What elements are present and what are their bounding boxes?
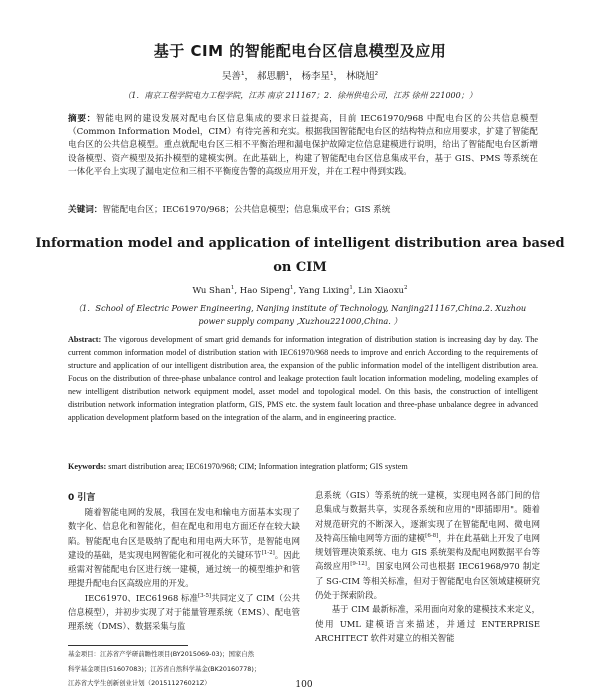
body-left-column: [68, 505, 300, 634]
en-affiliation-line1: （1．School of Electric Power Engineering, Nanjing institute of Technology, Nanjing211167,China.2. Xuzhou: [73, 303, 527, 313]
citation-ref: [1-2]: [261, 550, 275, 557]
cn-affiliation: （1．南京工程学院电力工程学院，江苏 南京 211167；2．徐州供电公司，江苏 徐州 221000；）: [123, 91, 477, 100]
body-text: IEC61970、IEC61968 标准: [84, 592, 198, 603]
body-text: 随着智能电网的发展，我国在发电和输电方面基本实现了数字化、信息化和智能化，但在配电和用电方面还存在较大缺陷。智能配电台区是吸纳了配电和用电两大环节，是智能电网建设的基础，是实现电网智能化和可视化的关键环节: [68, 507, 300, 560]
cn-author-affil-marker: 2: [374, 70, 379, 77]
cn-abstract-label: 摘要：: [68, 114, 96, 124]
en-author-list: Wu Shan$^1$, Hao Sipeng$^1$, Yang Lixing$^1$, Lin Xiaoxu$^2$: [192, 285, 408, 296]
cn-author: 郝思鹏: [256, 71, 286, 82]
body-right-column: [315, 488, 540, 645]
cn-abstract: [68, 113, 538, 179]
en-abstract: [68, 333, 538, 424]
cn-author-list: 吴善$^1$， 郝思鹏$^1$， 杨李星$^1$， 林晓旭$^2$: [221, 70, 379, 82]
en-author-affil-marker: 1: [290, 285, 294, 292]
body-text: ，并在此基础上开发了电网规划管理决策系统、电力 GIS 系统架构及配电网数据平台等高级应用: [315, 532, 541, 572]
citation-ref: [3-5]: [197, 592, 212, 599]
body-text: 。国家电网公司也根据 IEC61968/970 制定了 SG-CIM 等相关标准，但对于智能配电台区领域建模研究仍处于探索阶段。: [315, 561, 540, 601]
footnote-divider: [68, 645, 188, 646]
page-number: 100: [295, 680, 313, 690]
cn-author-affil-marker: 1: [240, 70, 245, 77]
body-paragraph: 基于 CIM 最新标准，采用面向对象的建模技术来定义，使用 UML 建模语言来描述，并通过 ENTERPRISE ARCHITECT 软件对建立的相关智能: [315, 604, 540, 643]
en-keywords: [68, 462, 538, 471]
cn-keywords-label: 关键词：: [68, 205, 103, 215]
cn-author: 吴善: [221, 71, 241, 82]
en-author: Yang Lixing: [298, 286, 350, 296]
en-abstract-label: Abstract:: [68, 335, 102, 344]
cn-keywords-text: 智能配电台区；IEC61970/968；公共信息模型；信息集成平台；GIS 系统: [102, 205, 391, 215]
en-affiliation-line2: power supply company ,Xuzhou221000,China. ）: [198, 316, 402, 326]
cn-author: 杨李星: [301, 71, 331, 82]
citation-ref: [6-8]: [425, 533, 439, 540]
en-author-affil-marker: 1: [349, 285, 353, 292]
citation-ref: [9-12]: [350, 561, 367, 568]
cn-keywords: [68, 204, 538, 217]
footnote-funding-line1: 基金项目：江苏省产学研前瞻性项目(BY2015069-03)；国家自然: [68, 650, 255, 658]
body-text: 息系统（GIS）等系统的统一建模，实现电网各部门间的信息集成与数据共享，实现各系统和应用的"即插即用"。随着对规范研究的不断深入，逐渐实现了在智能配电网、微电网及特高压输电网等方面的建模: [315, 490, 540, 543]
body-paragraph: [315, 488, 540, 602]
en-author: Wu Shan: [192, 286, 231, 296]
en-keywords-label: Keywords:: [68, 462, 107, 471]
footnote-funding-line3: 江苏省大学生创新创业计划（201511276021Z）: [68, 679, 211, 687]
en-author-affil-marker: 2: [404, 285, 408, 292]
en-author-affil-marker: 1: [230, 285, 235, 292]
cn-author-affil-marker: 1: [330, 70, 334, 77]
cn-abstract-text: 智能电网的建设发展对配电台区信息集成的要求日益提高，目前 IEC61970/968 中配电台区的公共信息模型（Common Information Model，CIM）有待完善和充实。根据我国智能配电台区的结构特点和应用要求，扩建了智能配电台区的公共信息模型。重点就配电台区三相不平衡治理和漏电保护故障定位信息建模进行说明，给出了智能配电台区新增设备模型、资产模型及拓扑模型的建模实例。在此基础上，构建了智能配电台区信息集成平台，基于 GIS、PMS 等系统在一体化平台上实现了漏电定位和三相不平衡度告警的高级应用开发，并在工程中得到实践。: [68, 114, 538, 177]
cn-author-affil-marker: 1: [285, 70, 289, 77]
en-keywords-text: smart distribution area; IEC61970/968; CIM; Information integration platform; GIS system: [108, 462, 408, 471]
section-heading-introduction: 0 引言: [68, 493, 96, 503]
cn-author: 林晓旭: [346, 71, 375, 82]
footnote-funding-line2: 科学基金项目(51607083)；江苏省自然科学基金(BK20160778)；: [68, 665, 261, 673]
body-text: 共同定义了 CIM（公共信息模型），并初步实现了对于能量管理系统（EMS）、配电管理系统（DMS）、数据采集与监: [68, 592, 300, 632]
en-author: Lin Xiaoxu: [358, 286, 405, 296]
en-title-line2: on CIM: [273, 260, 327, 275]
cn-title: 基于 CIM 的智能配电台区信息模型及应用: [153, 42, 447, 60]
body-text: 。因此亟需对智能配电台区进行统一建模，通过统一的模型维护和管理提升配电台区高级应用的开发。: [68, 549, 301, 589]
en-title-line1: Information model and application of intelligent distribution area based: [35, 236, 565, 251]
en-abstract-text: The vigorous development of smart grid demands for information integration of distribution station is increasing day by day. The current common information model of distribution station with IEC61970/968 needs to improve and enrich According to the requirements of structure and application of our intelligent distribution area, the expansion of the public information model of the intelligent distribution area. Focus on the distribution of three-phase unbalance control and leakage protection fault location information modeling, modeling examples of new intelligent distribution network equipment model, asset model and topological model. On this basis, the construction of intelligent distribution network information integration platform, GIS, PMS etc. the system fault location and three-phase unbalance degree in advanced application development platform based on the integration of the alarm, and in engineering practice.: [68, 335, 538, 423]
en-author: Hao Sipeng: [239, 286, 291, 296]
